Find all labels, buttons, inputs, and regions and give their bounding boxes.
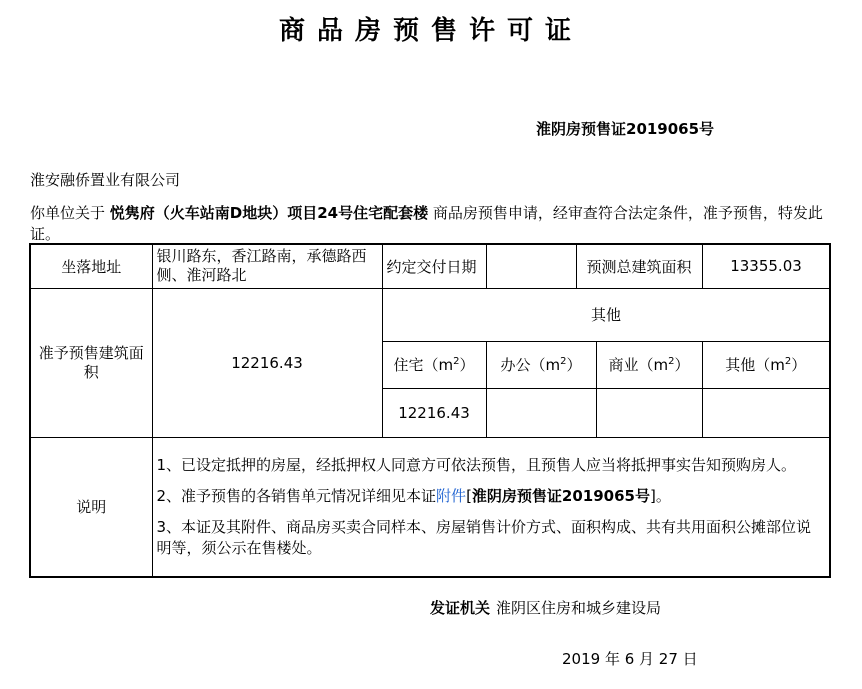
col-office-value xyxy=(486,388,596,437)
issue-date: 2019 年 6 月 27 日 xyxy=(562,650,698,668)
certificate-number: 淮阴房预售证2019065号 xyxy=(536,120,715,138)
note-2: 2、准予预售的各销售单元情况详细见本证附件[淮阴房预售证2019065号]。 xyxy=(156,486,671,505)
attachment-cert-number: 淮阴房预售证2019065号 xyxy=(471,486,650,505)
delivery-date-label: 约定交付日期 xyxy=(382,244,486,288)
note-1: 1、已设定抵押的房屋，经抵押权人同意方可依法预售，且预售人应当将抵押事实告知预购房人。 xyxy=(156,455,797,474)
col-other-value xyxy=(702,388,830,437)
issuer-name: 淮阴区住房和城乡建设局 xyxy=(496,599,662,617)
issuer-label: 发证机关 xyxy=(430,599,491,617)
col-commercial-header: 商业$(m^2)$ xyxy=(596,341,702,388)
notes-label: 说明 xyxy=(30,437,152,577)
col-office-header: 办公$(m^2)$ xyxy=(486,341,596,388)
intro-prefix: 你单位关于 xyxy=(30,204,110,222)
total-area-label: 预测总建筑面积 xyxy=(576,244,702,288)
col-commercial-value xyxy=(596,388,702,437)
issuer xyxy=(430,597,661,618)
delivery-date-value xyxy=(486,244,576,288)
permit-table xyxy=(29,243,831,578)
col-residential-value: 12216.43 xyxy=(382,388,486,437)
project-name: 悦隽府（火车站南D地块）项目24号住宅配套楼 xyxy=(109,204,429,222)
note-3: 3、本证及其附件、商品房买卖合同样本、房屋销售计价方式、面积构成、共有共用面积公摊部位说明等，须公示在售楼处。 xyxy=(156,517,812,557)
notes-content xyxy=(152,437,830,577)
location-value: 银川路东，香江路南，承德路西侧、淮河路北 xyxy=(152,244,382,288)
page-title: 商品房预售许可证 xyxy=(278,16,583,46)
intro-paragraph xyxy=(30,203,830,245)
col-residential-header: 住宅$(m^2)$ xyxy=(382,341,486,388)
total-area-value: 13355.03 xyxy=(702,244,830,288)
attachment-link[interactable]: 附件 xyxy=(436,486,467,505)
presale-area-label: 准予预售建筑面积 xyxy=(30,288,152,437)
other-header: 其他 xyxy=(382,288,830,341)
presale-area-value: 12216.43 xyxy=(152,288,382,437)
company-name: 淮安融侨置业有限公司 xyxy=(30,171,181,189)
col-other-header: 其他$(m^2)$ xyxy=(702,341,830,388)
location-label: 坐落地址 xyxy=(30,244,152,288)
intro-suffix: 商品房预售申请，经审查符合法定条件，准予预售，特发此证。 xyxy=(30,204,823,243)
